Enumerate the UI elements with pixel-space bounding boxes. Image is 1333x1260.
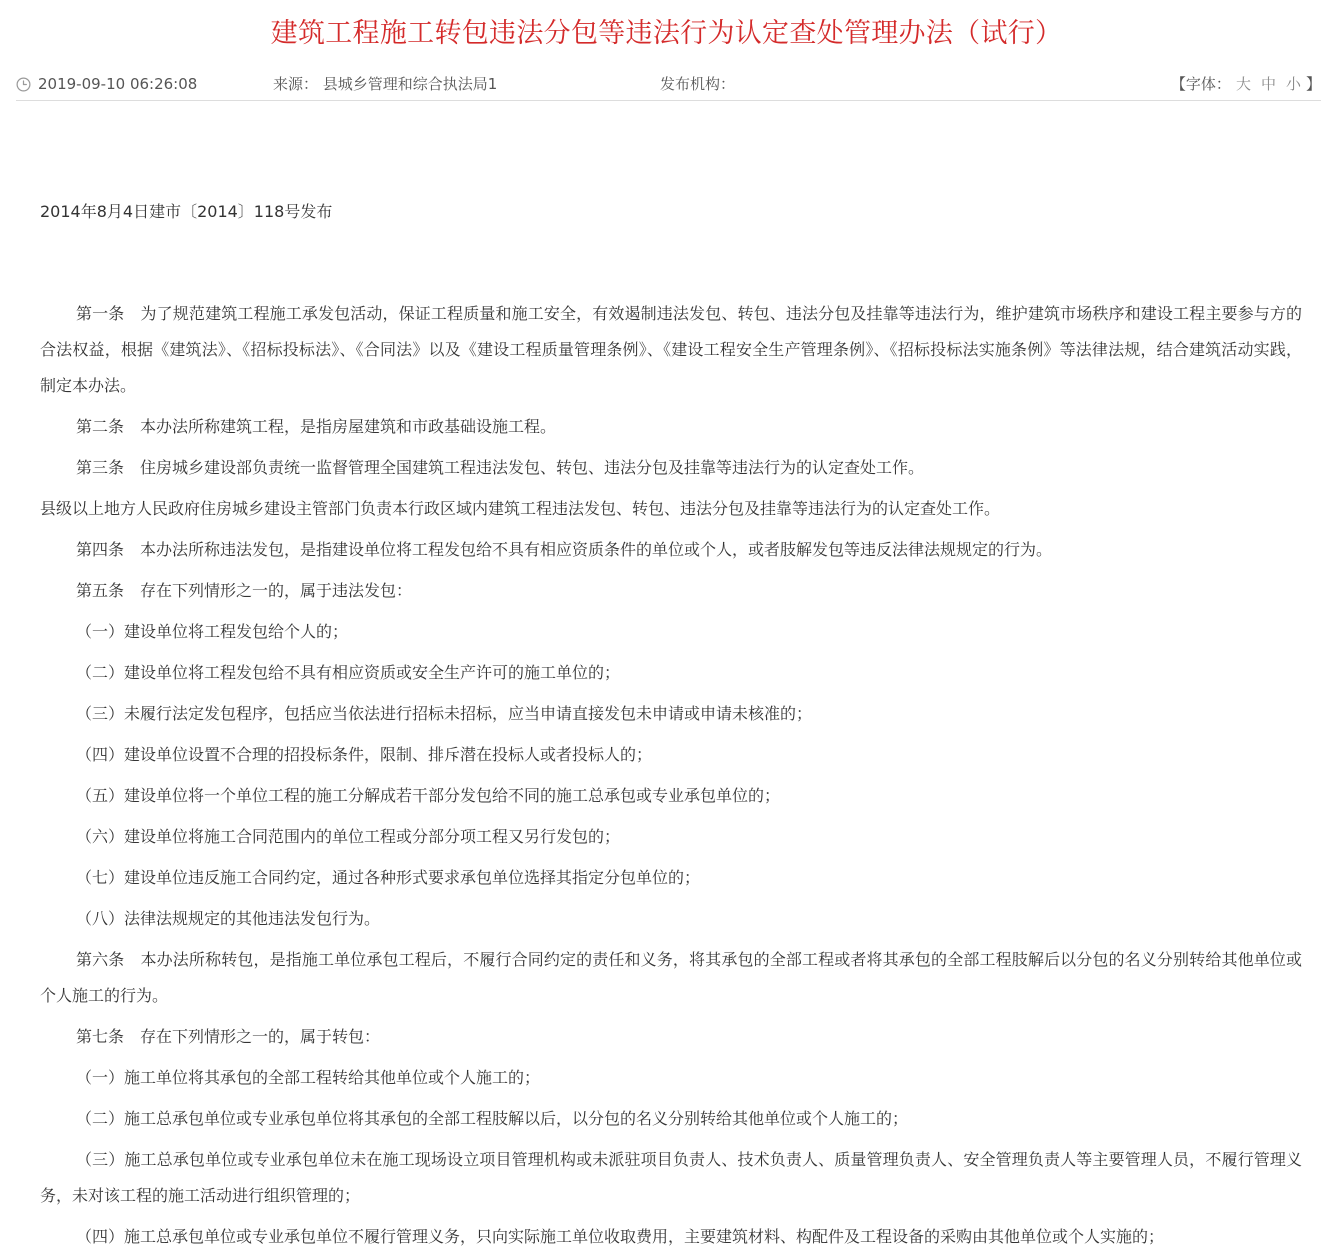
article-paragraph: 第一条 为了规范建筑工程施工承发包活动，保证工程质量和施工安全，有效遏制违法发包、转包、违法分包及挂靠等违法行为，维护建筑市场秩序和建设工程主要参与方的合法权益，根据《建筑法》、《招标投标法》、《合同法》以及《建设工程质量管理条例》、《建设工程安全生产管理条例》、《招标投标法实施条例》等法律法规，结合建筑活动实践，制定本办法。	[40, 304, 1302, 395]
article-paragraph: （六）建设单位将施工合同范围内的单位工程或分部分项工程又另行发包的；	[76, 827, 621, 846]
article-source: 来源： 县城乡管理和综合执法局1	[273, 75, 498, 93]
font-size-small-button[interactable]: 小	[1285, 75, 1301, 93]
article-paragraph: 第三条 住房城乡建设部负责统一监督管理全国建筑工程违法发包、转包、违法分包及挂靠等违法行为的认定查处工作。	[76, 458, 925, 477]
article-paragraph: （四）建设单位设置不合理的招投标条件，限制、排斥潜在投标人或者投标人的；	[76, 745, 653, 764]
article-paragraph: （四）施工总承包单位或专业承包单位不履行管理义务，只向实际施工单位收取费用，主要建筑材料、构配件及工程设备的采购由其他单位或个人实施的；	[76, 1227, 1165, 1246]
article-title: 建筑工程施工转包违法分包等违法行为认定查处管理办法（试行）	[270, 18, 1063, 49]
publishing-agency: 发布机构：	[660, 75, 736, 93]
font-size-medium-button[interactable]: 中	[1260, 75, 1276, 93]
article-paragraph: 第五条 存在下列情形之一的，属于违法发包：	[76, 581, 413, 600]
article-paragraph: 县级以上地方人民政府住房城乡建设主管部门负责本行政区域内建筑工程违法发包、转包、违法分包及挂靠等违法行为的认定查处工作。	[40, 499, 1001, 518]
article-paragraphs	[40, 296, 1302, 1255]
article-paragraph: （二）建设单位将工程发包给不具有相应资质或安全生产许可的施工单位的；	[76, 663, 621, 682]
clock-icon	[16, 77, 31, 92]
article-paragraph: （三）施工总承包单位或专业承包单位未在施工现场设立项目管理机构或未派驻项目负责人、技术负责人、质量管理负责人、安全管理负责人等主要管理人员，不履行管理义务，未对该工程的施工活动进行组织管理的；	[40, 1150, 1302, 1205]
publish-date: 2019-09-10 06:26:08	[38, 75, 198, 93]
article-paragraph: （一）施工单位将其承包的全部工程转给其他单位或个人施工的；	[76, 1068, 541, 1087]
article-paragraph: 第七条 存在下列情形之一的，属于转包：	[76, 1027, 381, 1046]
article-paragraph: （七）建设单位违反施工合同约定，通过各种形式要求承包单位选择其指定分包单位的；	[76, 868, 701, 887]
article-paragraph: （八）法律法规规定的其他违法发包行为。	[76, 909, 381, 928]
font-size-label: 【字体：	[1170, 75, 1231, 93]
article-body	[40, 192, 1302, 1260]
article-paragraph: （二）施工总承包单位或专业承包单位将其承包的全部工程肢解以后，以分包的名义分别转给其他单位或个人施工的；	[76, 1109, 909, 1128]
font-size-large-button[interactable]: 大	[1235, 75, 1251, 93]
article-paragraph: 第六条 本办法所称转包，是指施工单位承包工程后，不履行合同约定的责任和义务，将其承包的全部工程或者将其承包的全部工程肢解后以分包的名义分别转给其他单位或个人施工的行为。	[40, 950, 1302, 1005]
font-size-close-bracket: 】	[1305, 75, 1321, 93]
article-paragraph: （三）未履行法定发包程序，包括应当依法进行招标未招标，应当申请直接发包未申请或申请未核准的；	[76, 704, 813, 723]
article-paragraph: 第二条 本办法所称建筑工程，是指房屋建筑和市政基础设施工程。	[76, 417, 557, 436]
article-meta-bar	[16, 68, 1321, 101]
article-paragraph: （一）建设单位将工程发包给个人的；	[76, 622, 349, 641]
issue-line: 2014年8月4日建市〔2014〕118号发布	[40, 202, 333, 221]
font-size-switcher	[1171, 68, 1321, 100]
spacer	[40, 232, 1302, 296]
article-paragraph: （五）建设单位将一个单位工程的施工分解成若干部分发包给不同的施工总承包或专业承包单位的；	[76, 786, 781, 805]
article-paragraph: 第四条 本办法所称违法发包，是指建设单位将工程发包给不具有相应资质条件的单位或个人，或者肢解发包等违反法律法规规定的行为。	[76, 540, 1053, 559]
